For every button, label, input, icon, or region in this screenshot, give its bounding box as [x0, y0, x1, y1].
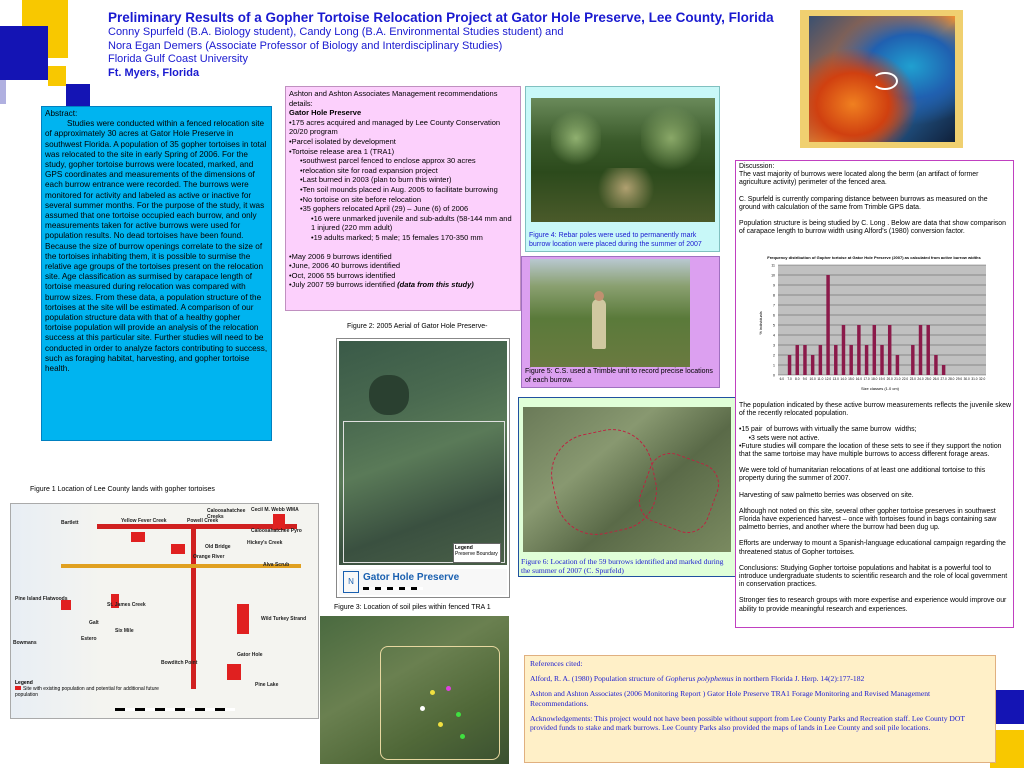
chart-bar [942, 365, 945, 375]
map-place-label: Hickey's Creek [247, 540, 283, 546]
management-item: •Ten soil mounds placed in Aug. 2005 to facilitate burrowing [300, 184, 498, 194]
chart-bar [826, 275, 829, 375]
chart-y-tick-label: 4 [773, 333, 775, 338]
chart-y-tick-label: 3 [773, 343, 775, 348]
chart-bar [849, 345, 852, 375]
chart-x-tick-label: 17.0 [863, 377, 870, 381]
chart-x-label: Size classes (1.0 cm) [860, 386, 900, 391]
chart-x-tick-label: 23.0 [909, 377, 916, 381]
chart-x-tick-label: 31.0 [971, 377, 978, 381]
county-map-legend: Legend Site with existing population and potential for additional future population [15, 680, 159, 698]
chart-bar [873, 325, 876, 375]
chart-y-tick-label: 11 [771, 263, 775, 268]
references-panel [524, 655, 996, 763]
chart-x-tick-label: 19.0 [878, 377, 886, 381]
university: Florida Gulf Coast University [108, 53, 248, 65]
discussion-para-8: Efforts are underway to mount a Spanish-language educational campaign regarding the threatened status of Gopher tortoises. [739, 540, 1006, 556]
abstract-panel [41, 106, 272, 441]
authors-line-2: Nora Egan Demers (Associate Professor of Biology and Interdisciplinary Studies) [108, 39, 503, 52]
figure-4-caption: Figure 4: Rebar poles were used to permanently mark burrow location were placed during the summer of 2007 [529, 232, 702, 248]
chart-bar [842, 325, 845, 375]
chart-y-tick-label: 1 [773, 363, 775, 368]
chart-x-tick-label: 18.0 [871, 377, 878, 381]
chart-y-tick-label: 10 [771, 273, 775, 278]
figure-6-caption: Figure 6: Location of the 59 burrows identified and marked during the summer of 2007 (C. Spurfeld) [521, 557, 724, 575]
map-place-label: Alva Scrub [263, 562, 290, 568]
chart-x-tick-label: 26.0 [932, 377, 940, 381]
map-place-label: Caloosahatchee Pyro [251, 528, 302, 534]
chart-y-tick-label: 2 [773, 353, 775, 358]
figure-2-caption: Figure 2: 2005 Aerial of Gator Hole Preserve- [347, 323, 488, 330]
figure-1-caption: Figure 1 Location of Lee County lands with gopher tortoises [30, 486, 215, 493]
soil-piles-aerial [320, 616, 509, 764]
chart-y-tick-label: 0 [773, 373, 775, 378]
title-block [108, 10, 788, 80]
map-place-label: Powell Creek [187, 518, 219, 524]
chart-x-tick-label: 32.0 [979, 377, 986, 381]
chart-bar [880, 345, 883, 375]
management-heading: Gator Hole Preserve [289, 108, 362, 118]
figure-3-caption: Figure 3: Location of soil piles within fenced TRA 1 [334, 604, 491, 611]
chart-x-tick-label: 29.0 [955, 377, 963, 381]
map-place-label: Yellow Fever Creek [121, 518, 167, 524]
map-place-label: Orange River [193, 554, 225, 560]
map-place-label: Bowditch Point [161, 660, 198, 666]
management-item: •35 gophers relocated April (29) – June (6) of 2006 [300, 204, 469, 214]
gator-hole-aerial-map [336, 338, 510, 598]
chart-bar [819, 345, 822, 375]
chart-x-tick-label: 14.0 [840, 377, 847, 381]
chart-x-tick-label: 22.0 [902, 377, 909, 381]
management-item: •southwest parcel fenced to enclose approx 30 acres [300, 156, 476, 166]
satellite-image [800, 10, 963, 148]
chart-y-tick-label: 6 [773, 313, 775, 318]
discussion-panel [735, 160, 1014, 628]
map-place-label: Old Bridge [205, 544, 231, 550]
discussion-para-9: Conclusions: Studying Gopher tortoise populations and habitat is a powerful tool to introduce undergraduate students to scientific research and the role of local government in conservation practices. [739, 564, 1008, 589]
management-item: •No tortoise on site before relocation [300, 194, 422, 204]
acknowledgements: Acknowledgements: This project would not have been possible without support from Lee County Parks and Recreation staff. Lee County DOT provided funds to stake and mark burrows. Lee County Parks also provided the maps of lands in Lee County and soil pile locations. [530, 713, 965, 733]
abstract-body: Studies were conducted within a fenced relocation site of approximately 30 acres at Gator Hole Preserve in southwest Florida. A population of 35 gopher tortoises in total was relocated to the site in early Spring of 2006. For the study, gopher tortoise burrows were located, marked, and GPS coordinates and measurements of the dimensions of each burrow entrance were recorded. The burrows were monitored for activity and labeled as active or inactive for several summer months. For the purpose of the study, it was assumed that one tortoise occupied each burrow, and only measurements taken for active burrows were used for population results. No dead tortoises have been found. Because the size of burrow openings correlate to the size of the tortoises inhabiting them, it is possible to surmise the relative age groups of the tortoises present on the relocation site. Age classification as surmised by carapace length of tortoise measured during relocation was compared with burrow sizes. From these data, a population structure of the tortoises at the site will be estimated. A comparison of our population structure data with that of a healthy gopher tortoise population will provide an analysis of the relocation success at this particular site. Further studies will need to be conducted in order to analyze factors contributing to success, such as foraging habitat, harvesting, and gopher tortoise health. [45, 119, 268, 374]
chart-x-tick-label: 12.0 [824, 377, 832, 381]
chart-bar [788, 355, 791, 375]
chart-bar [857, 325, 860, 375]
chart-y-tick-label: 9 [773, 283, 775, 288]
chart-bar [796, 345, 799, 375]
management-item: •16 were unmarked juvenile and sub-adults (58-144 mm and 1 injured (220 mm adult) [311, 213, 512, 233]
chart-bar [803, 345, 806, 375]
chart-bar [911, 345, 914, 375]
chart-bar [919, 325, 922, 375]
chart-x-tick-label: 30.0 [963, 377, 970, 381]
references-heading: References cited: [530, 659, 583, 668]
map-place-label: Caloosahatchee Creeks [207, 508, 246, 520]
history-0: •May 2006 9 burrows identified [289, 251, 392, 261]
figure-4-panel [525, 86, 720, 252]
corner-decoration [0, 0, 110, 110]
chart-x-tick-label: 13.0 [832, 377, 839, 381]
map-place-label: Bowmans [13, 640, 37, 646]
discussion-para-2: Population structure is being studied by C. Long . Below are data that show comparison of carapace length to burrow width using Alford's (1980) conversion factor. [739, 220, 1006, 236]
rebar-photo [531, 98, 715, 222]
chart-x-tick-label: 11.0 [817, 377, 824, 381]
discussion-para-0: The vast majority of burrows were located along the berm (an artifact of former agriculture activity) perimeter of the fenced area. [739, 171, 979, 187]
map-place-label: Estero [81, 636, 97, 642]
chart-bar [865, 345, 868, 375]
management-item: •19 adults marked; 5 male; 15 females 170-350 mm [311, 232, 483, 242]
management-item: •Tortoise release area 1 (TRA1) [289, 146, 395, 156]
chart-x-tick-label: 6.0 [779, 377, 785, 381]
chart-bar [888, 325, 891, 375]
chart-y-tick-label: 7 [773, 303, 775, 308]
map-place-label: Galt [89, 620, 99, 626]
abstract-heading: Abstract: [45, 109, 78, 118]
chart-bar [926, 325, 929, 375]
map-place-label: Wild Turkey Strand [261, 616, 307, 622]
management-list [289, 118, 517, 243]
chart-bar [934, 355, 937, 375]
map-place-label: Six Mile [115, 628, 134, 634]
chart-x-tick-label: 8.0 [795, 377, 800, 381]
discussion-heading: Discussion: [739, 163, 775, 170]
discussion-para-5: We were told of humanitarian relocations of at least one additional tortoise to this property during the summer of 2007. [739, 467, 986, 483]
map-place-label: Pine Island Flatwoods [15, 596, 68, 602]
management-item: •Last burned in 2003 (plan to burn this winter) [300, 175, 452, 185]
chart-y-tick-label: 8 [773, 293, 775, 298]
history-1: •June, 2006 40 burrows identified [289, 261, 401, 271]
chart-x-tick-label: 7.0 [787, 377, 792, 381]
chart-y-tick-label: 5 [773, 323, 775, 328]
chart-title: Frequency distribution of Gopher tortoise at Gator Hole Preserve (2007) as calculated from active burrow widths [767, 255, 981, 260]
chart-x-tick-label: 20.0 [886, 377, 893, 381]
figure-5-caption: Figure 5: C.S. used a Trimble unit to record precise locations of each burrow. [525, 368, 713, 384]
chart-x-tick-label: 27.0 [940, 377, 947, 381]
discussion-para-3: The population indicated by these active burrow measurements reflects the juvenile skew of the recently relocated population. [739, 402, 1011, 418]
trimble-photo [530, 259, 690, 367]
management-panel [285, 86, 521, 311]
authors-line-1: Conny Spurfeld (B.A. Biology student), Candy Long (B.A. Environmental Studies student) and [108, 26, 564, 38]
management-item: •Parcel isolated by development [289, 136, 396, 146]
figure-5-panel [521, 256, 720, 388]
map-place-label: St. James Creek [107, 602, 146, 608]
frequency-chart [756, 253, 992, 393]
frequency-chart-svg [756, 253, 992, 393]
figure-6-panel [518, 397, 736, 577]
history-2: •Oct, 2006 55 burrows identified [289, 270, 396, 280]
map-place-label: Pine Lake [255, 682, 279, 688]
discussion-para-7: Although not noted on this site, several other gopher tortoise preserves in southwest Florida have experienced harvest – once with tortoises found in bags containing saw palmetto berries, and another where the burrow had been dug up. [739, 507, 997, 532]
map-place-label: Cecil M. Webb WMA [251, 507, 299, 513]
management-intro: Ashton and Ashton Associates Management recommendations details: [289, 89, 498, 108]
management-item: •175 acres acquired and managed by Lee County Conservation 20/20 program [289, 117, 501, 137]
chart-x-tick-label: 21.0 [894, 377, 901, 381]
lee-county-map [10, 503, 319, 719]
chart-x-tick-label: 28.0 [948, 377, 955, 381]
burrow-location-map [523, 407, 731, 552]
chart-x-tick-label: 24.0 [917, 377, 924, 381]
gator-map-legend: Legend Preserve Boundary [453, 543, 501, 563]
reference-2: Ashton and Ashton Associates (2006 Monitoring Report ) Gator Hole Preserve TRA1 Forage Monitoring and Revised Management Recommendations. [530, 689, 931, 708]
discussion-para-10: Stronger ties to research groups with more expertise and experience would improve our ability to provide meaningful research and experiences. [739, 597, 1007, 613]
chart-x-tick-label: 16.0 [855, 377, 862, 381]
reference-1: Alford, R. A. (1980) Population structure of Gopherus polyphemus in northern Florida J. Herp. 14(2):177-182 [530, 674, 865, 684]
discussion-para-6: Harvesting of saw palmetto berries was observed on site. [739, 491, 914, 499]
discussion-para-4: •15 pair of burrows with virtually the same burrow widths; •3 sets were not active. •Future studies will compare the location of these sets to see if they support the notion that the same tortoise may have multiple burrows to access different forage areas. [739, 426, 1002, 459]
chart-bar [834, 345, 837, 375]
chart-x-tick-label: 15.0 [848, 377, 855, 381]
chart-x-tick-label: 9.0 [802, 377, 808, 381]
chart-bar [896, 355, 899, 375]
chart-y-label: % individuals [758, 311, 763, 335]
discussion-para-1: C. Spurfeld is currently comparing distance between burrows as measured on the ground with calculation of the same from Trimble GPS data. [739, 195, 988, 211]
poster-title: Preliminary Results of a Gopher Tortoise Relocation Project at Gator Hole Preserve, Lee County, Florida [108, 10, 774, 25]
chart-x-tick-label: 10.0 [809, 377, 816, 381]
location: Ft. Myers, Florida [108, 66, 200, 79]
chart-x-tick-label: 25.0 [925, 377, 932, 381]
chart-bar [811, 355, 814, 375]
map-place-label: Bartlett [61, 520, 79, 526]
gator-map-title: N Gator Hole Preserve [339, 569, 507, 595]
history-3: •July 2007 59 burrows identified (data from this study) [289, 280, 474, 290]
map-place-label: Gator Hole [237, 652, 263, 658]
management-item: •relocation site for road expansion project [300, 165, 438, 175]
